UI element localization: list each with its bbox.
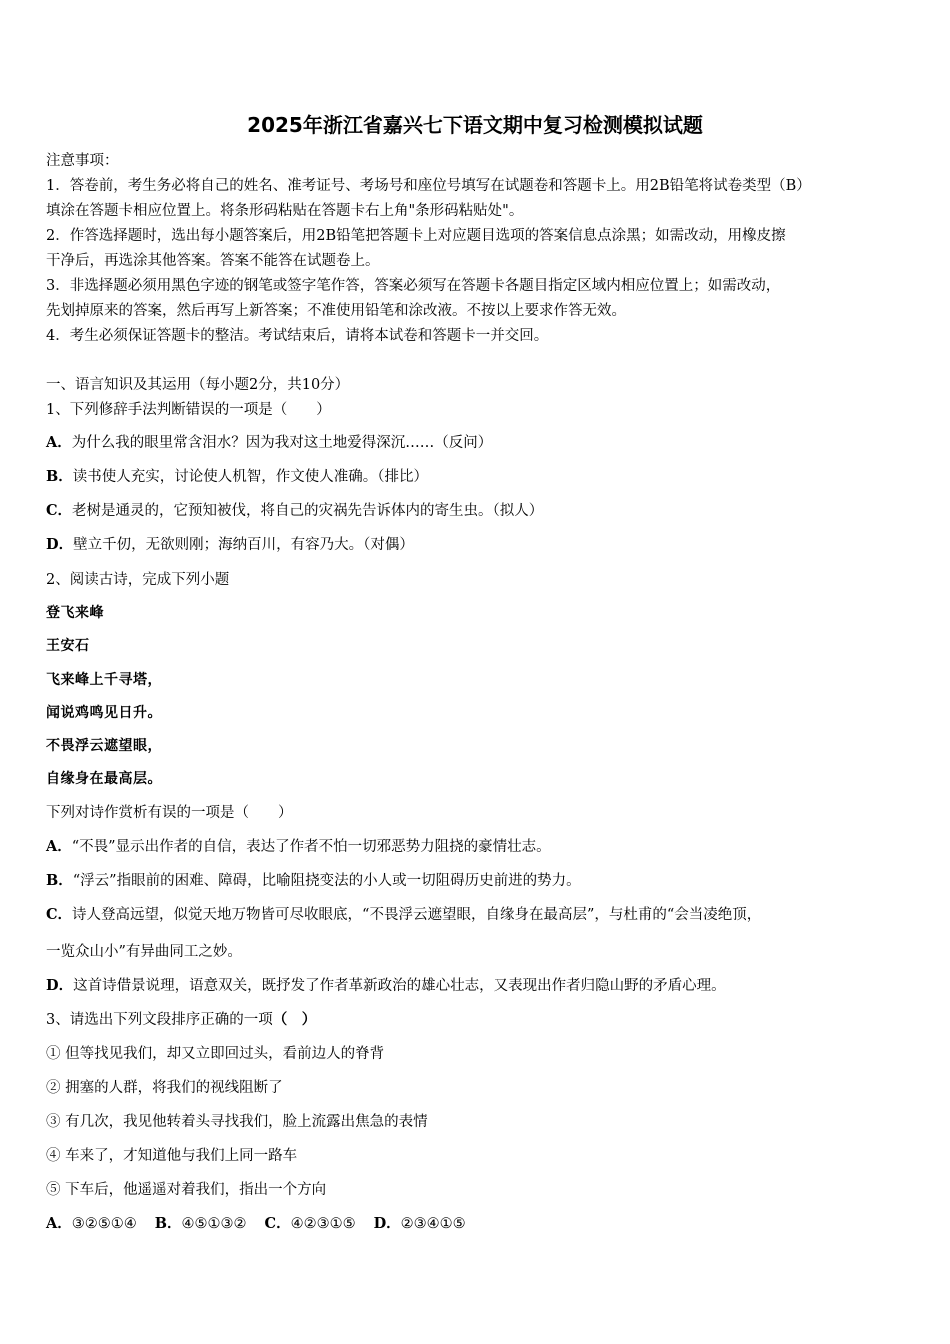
option-text: 老树是通灵的，它预知被伐，将自己的灾祸先告诉体内的寄生虫。（拟人）: [72, 503, 544, 519]
question-2-sub-stem: 下列对诗作赏析有误的一项是（ ）: [46, 805, 293, 821]
option-text: ④⑤①③②: [181, 1216, 247, 1232]
q1-option-d: [46, 535, 414, 555]
sequence-item: ⑤ 下车后，他遥遥对着我们，指出一个方向: [46, 1182, 327, 1198]
poem-line: 自缘身在最高层。: [46, 771, 162, 787]
section-heading: 一、语言知识及其运用（每小题2分，共10分）: [46, 377, 350, 393]
q2-option-c: [46, 905, 761, 925]
option-label: C．: [46, 906, 73, 923]
poem-author: 王安石: [46, 638, 90, 654]
option-label: A．: [46, 838, 72, 855]
question-3-stem: [46, 1010, 316, 1030]
stem-text: 3、请选出下列文段排序正确的一项: [46, 1012, 273, 1028]
option-text: ②③④①⑤: [400, 1216, 466, 1232]
notice-line: 2．作答选择题时，选出每小题答案后，用2B铅笔把答题卡上对应题目选项的答案信息点涂黑；如需改动，用橡皮擦: [46, 228, 786, 244]
question-1-stem: 1、下列修辞手法判断错误的一项是（ ）: [46, 402, 331, 418]
poem-title: 登飞来峰: [46, 605, 104, 621]
q1-option-a: [46, 433, 492, 453]
notice-line: 1．答卷前，考生务必将自己的姓名、准考证号、考场号和座位号填写在试题卷和答题卡上。用2B铅笔将试卷类型（B）: [46, 178, 811, 194]
sequence-item: ④ 车来了，才知道他与我们上同一路车: [46, 1148, 298, 1164]
option-label: D．: [373, 1215, 401, 1232]
option-text: “不畏”显示出作者的自信，表达了作者不怕一切邪恶势力阻挠的豪情壮志。: [71, 839, 551, 855]
option-text: 壁立千仞，无欲则刚；海纳百川，有容乃大。（对偶）: [73, 537, 414, 553]
q1-option-b: [46, 467, 428, 487]
q2-option-d: [46, 976, 726, 996]
notice-heading: 注意事项：: [46, 153, 119, 169]
notice-line: 干净后，再选涂其他答案。答案不能答在试题卷上。: [46, 253, 380, 269]
notice-line: 先划掉原来的答案，然后再写上新答案；不准使用铅笔和涂改液。不按以上要求作答无效。: [46, 303, 626, 319]
option-label: D．: [46, 536, 74, 553]
option-text: 读书使人充实，讨论使人机智，作文使人准确。（排比）: [72, 469, 429, 485]
sequence-item: ① 但等找见我们，却又立即回过头，看前边人的脊背: [46, 1046, 385, 1062]
q2-option-a: [46, 837, 551, 857]
stem-paren: （ ）: [272, 1011, 317, 1028]
notice-line: 4．考生必须保证答题卡的整洁。考试结束后，请将本试卷和答题卡一并交回。: [46, 328, 549, 344]
poem-line: 飞来峰上千寻塔，: [46, 672, 162, 688]
option-text: ③②⑤①④: [71, 1216, 137, 1232]
notice-line: 填涂在答题卡相应位置上。将条形码粘贴在答题卡右上角"条形码粘贴处"。: [46, 203, 524, 219]
sequence-item: ② 拥塞的人群，将我们的视线阻断了: [46, 1080, 283, 1096]
option-label: B．: [154, 1215, 182, 1232]
option-label: A．: [46, 434, 72, 451]
option-label: B．: [46, 872, 73, 889]
option-text: 诗人登高远望，似觉天地万物皆可尽收眼底，“不畏浮云遮望眼，自缘身在最高层”，与杜甫的“会当凌绝顶，: [72, 907, 762, 923]
page-title: 2025年浙江省嘉兴七下语文期中复习检测模拟试题: [247, 113, 703, 137]
q3-options-row: [46, 1214, 466, 1234]
sequence-item: ③ 有几次，我见他转着头寻找我们，脸上流露出焦急的表情: [46, 1114, 428, 1130]
q1-option-c: [46, 501, 543, 521]
q2-option-c-continuation: 一览众山小”有异曲同工之妙。: [46, 944, 242, 960]
poem-line: 不畏浮云遮望眼，: [46, 738, 162, 754]
option-label: C．: [264, 1215, 291, 1232]
option-label: B．: [46, 468, 73, 485]
option-label: C．: [46, 502, 73, 519]
notice-line: 3．非选择题必须用黑色字迹的钢笔或签字笔作答，答案必须写在答题卡各题目指定区域内相应位置上；如需改动，: [46, 278, 781, 294]
poem-line: 闻说鸡鸣见日升。: [46, 705, 162, 721]
option-label: D．: [46, 977, 74, 994]
option-text: 为什么我的眼里常含泪水？因为我对这土地爱得深沉……（反问）: [71, 435, 493, 451]
option-label: A．: [46, 1215, 72, 1232]
option-text: 这首诗借景说理，语意双关，既抒发了作者革新政治的雄心壮志，又表现出作者归隐山野的矛盾心理。: [73, 978, 726, 994]
question-2-stem: 2、阅读古诗，完成下列小题: [46, 572, 230, 588]
option-text: ④②③①⑤: [290, 1216, 356, 1232]
option-text: “浮云”指眼前的困难、障碍，比喻阻挠变法的小人或一切阻碍历史前进的势力。: [72, 873, 581, 889]
q2-option-b: [46, 871, 581, 891]
